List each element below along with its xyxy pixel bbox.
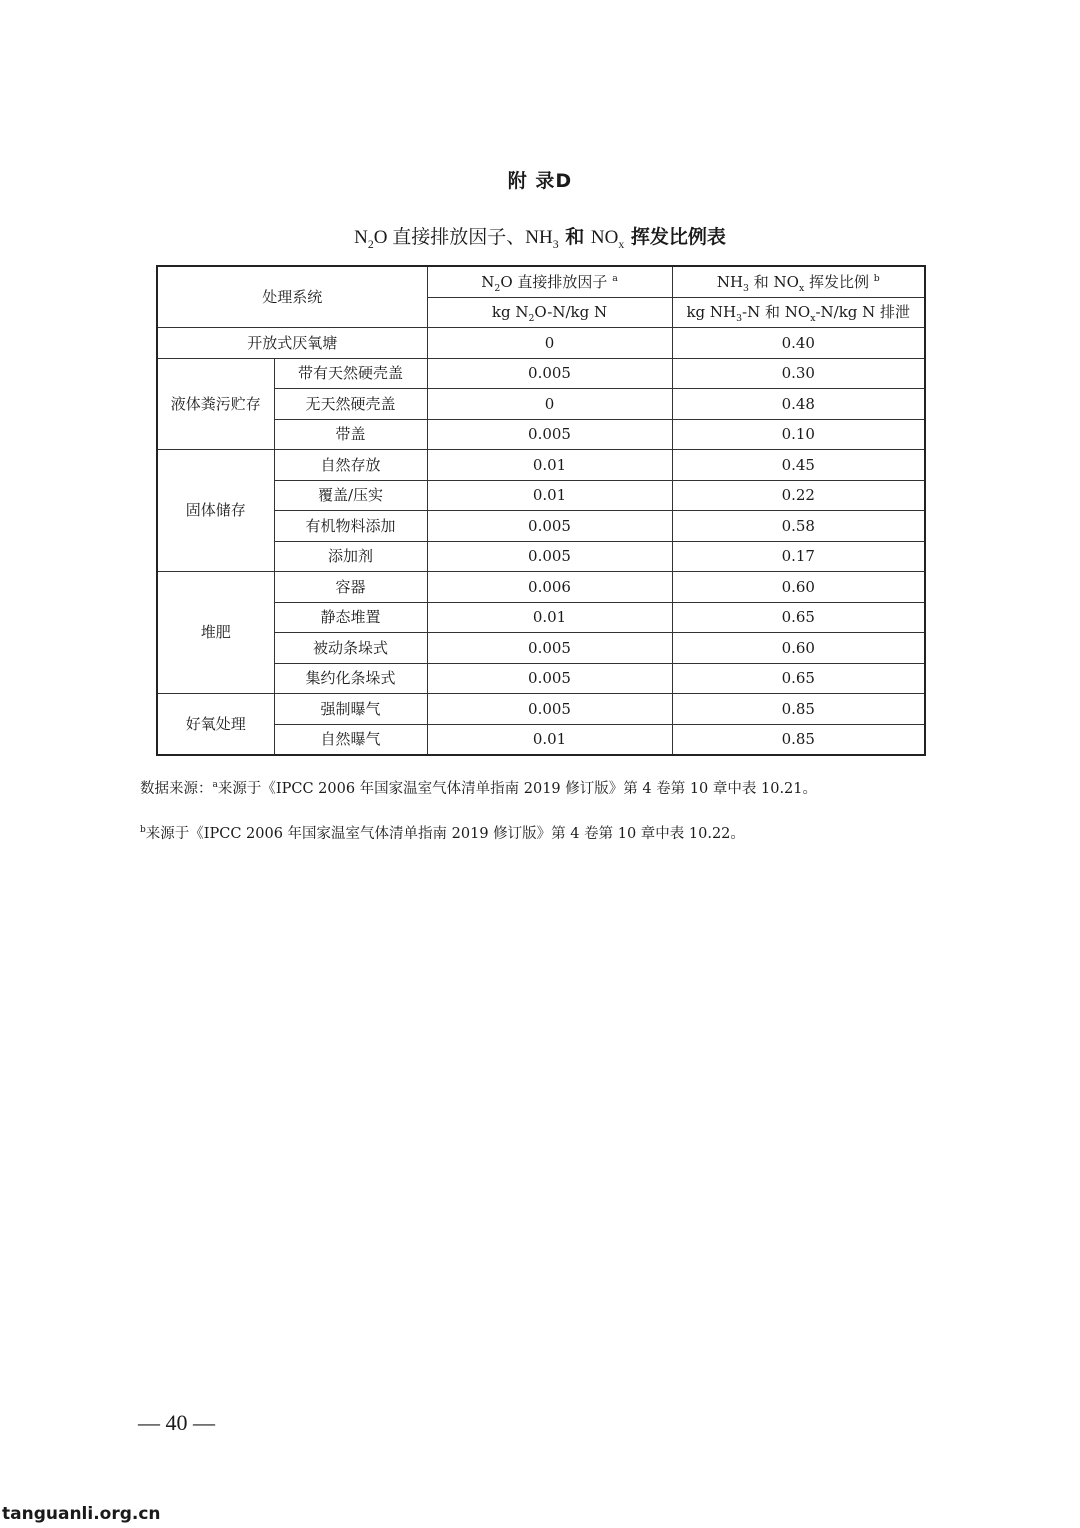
group-name: 液体粪污贮存: [157, 358, 274, 450]
nh3-value: 0.17: [672, 541, 925, 572]
nh3-value: 0.22: [672, 480, 925, 511]
site-watermark: tanguanli.org.cn: [2, 1504, 161, 1524]
nh3-value: 0.60: [672, 633, 925, 664]
n2o-value: 0.005: [427, 541, 672, 572]
n2o-value: 0: [427, 328, 672, 359]
n2o-value: 0.01: [427, 450, 672, 481]
emission-factor-table: [156, 265, 926, 756]
n2o-value: 0.01: [427, 602, 672, 633]
row-name: 自然曝气: [274, 724, 427, 755]
table-row: [157, 572, 925, 603]
group-name: 固体储存: [157, 450, 274, 572]
row-name: 开放式厌氧塘: [157, 328, 427, 359]
nh3-value: 0.85: [672, 724, 925, 755]
header-system: 处理系统: [157, 266, 427, 328]
table-row: [157, 328, 925, 359]
nh3-value: 0.65: [672, 602, 925, 633]
row-name: 容器: [274, 572, 427, 603]
n2o-value: 0.01: [427, 480, 672, 511]
header-n2o-factor: $N_2O$ 直接排放因子 $^a$: [427, 266, 672, 297]
appendix-title: 附 录D: [507, 170, 573, 192]
table-row: [157, 358, 925, 389]
source-note-a: 数据来源：$^a$来源于《IPCC 2006 年国家温室气体清单指南 2019 修订版》第 4 卷第 10 章中表 10.21。: [140, 780, 818, 797]
table-title-part: NO: [590, 227, 619, 248]
table-title-sub: 3: [552, 237, 559, 251]
row-name: 无天然硬壳盖: [274, 389, 427, 420]
nh3-value: 0.40: [672, 328, 925, 359]
nh3-value: 0.65: [672, 663, 925, 694]
n2o-value: 0.01: [427, 724, 672, 755]
nh3-value: 0.45: [672, 450, 925, 481]
table-title-sub: x: [618, 237, 625, 251]
nh3-value: 0.58: [672, 511, 925, 542]
table-row: [157, 694, 925, 725]
row-name: 覆盖/压实: [274, 480, 427, 511]
row-name: 静态堆置: [274, 602, 427, 633]
row-name: 被动条垛式: [274, 633, 427, 664]
nh3-value: 0.48: [672, 389, 925, 420]
n2o-value: 0.005: [427, 419, 672, 450]
source-note-b: $^b$来源于《IPCC 2006 年国家温室气体清单指南 2019 修订版》第 4 卷第 10 章中表 10.22。: [140, 825, 745, 842]
nh3-value: 0.10: [672, 419, 925, 450]
row-name: 集约化条垛式: [274, 663, 427, 694]
header-nh3-unit: kg $NH_3-N$ 和 $NO_x-N/kg$ N 排泄: [672, 297, 925, 328]
row-name: 带盖: [274, 419, 427, 450]
group-name: 好氧处理: [157, 694, 274, 756]
n2o-value: 0: [427, 389, 672, 420]
n2o-value: 0.005: [427, 694, 672, 725]
table-title-part: O 直接排放因子、: [373, 227, 526, 248]
n2o-value: 0.006: [427, 572, 672, 603]
table-title-part: 挥发比例表: [624, 226, 726, 248]
n2o-value: 0.005: [427, 663, 672, 694]
table-title: [0, 222, 1080, 249]
row-name: 有机物料添加: [274, 511, 427, 542]
row-name: 强制曝气: [274, 694, 427, 725]
table-row: [157, 450, 925, 481]
table-title-sub: 2: [367, 237, 374, 251]
table-title-part: NH: [525, 227, 553, 248]
row-name: 带有天然硬壳盖: [274, 358, 427, 389]
row-name: 自然存放: [274, 450, 427, 481]
group-name: 堆肥: [157, 572, 274, 694]
n2o-value: 0.005: [427, 358, 672, 389]
nh3-value: 0.85: [672, 694, 925, 725]
nh3-value: 0.30: [672, 358, 925, 389]
header-nh3-ratio: $NH_3$ 和 $NO_x$ 挥发比例 $^b$: [672, 266, 925, 297]
page-number: — 40 —: [138, 1410, 215, 1435]
header-n2o-unit: kg $N_2O-N/kg$ N: [427, 297, 672, 328]
nh3-value: 0.60: [672, 572, 925, 603]
table-title-part: 和: [558, 226, 591, 248]
row-name: 添加剂: [274, 541, 427, 572]
table-title-part: N: [354, 227, 368, 248]
n2o-value: 0.005: [427, 633, 672, 664]
n2o-value: 0.005: [427, 511, 672, 542]
table-header-row: [157, 266, 925, 297]
